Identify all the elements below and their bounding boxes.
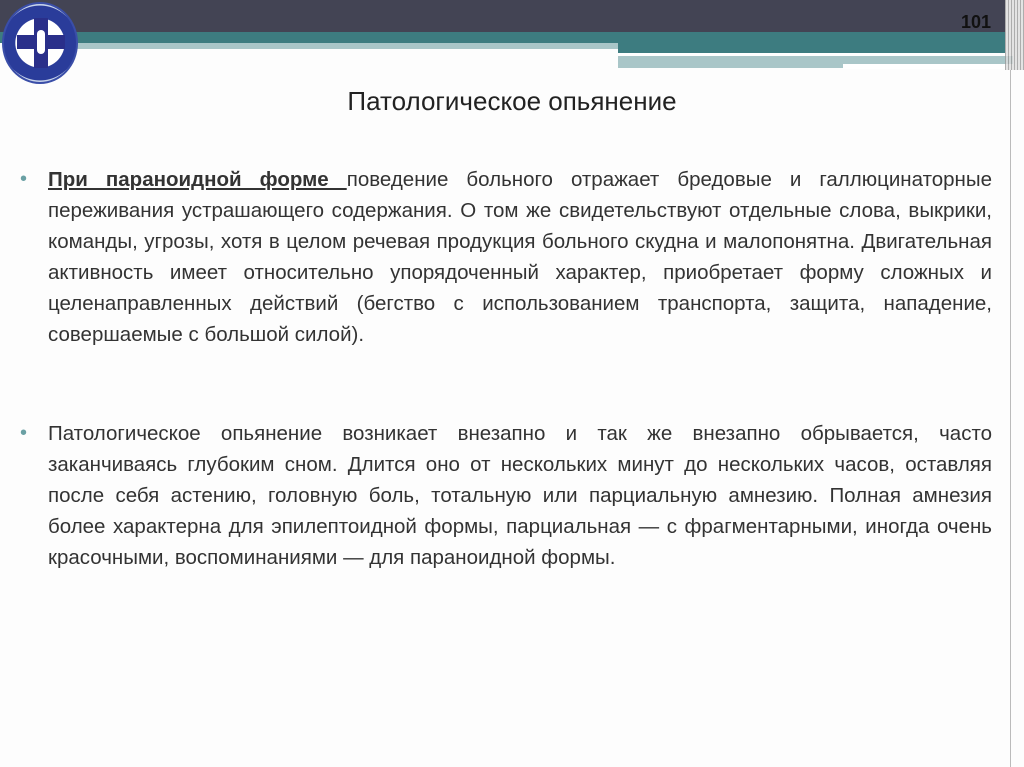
right-border-line <box>1005 70 1024 767</box>
paragraph-paranoid-form <box>48 164 992 350</box>
page-number: 101 <box>960 12 991 32</box>
person-icon <box>37 30 45 54</box>
bullet-icon: • <box>20 168 28 190</box>
paragraph-text: Патологическое опьянение возникает внезапно и так же внезапно обрывается, часто заканчиваясь глубоким сном. Длится оно от нескольких минут до нескольких часов, оставляя после себя астению, головную боль, тотальную или парциальную амнезию. Полная амнезия более характерна для эпилептоидной формы, парциальная — с фрагментарными, иногда очень красочными, воспоминаниями — для параноидной формы. <box>48 422 992 569</box>
header-band <box>0 0 1005 32</box>
header-light-strip <box>60 43 618 49</box>
header-accent-band <box>0 32 1005 43</box>
paragraph-course <box>48 418 992 573</box>
header-accent-band-right <box>618 43 1005 53</box>
slide-title: Патологическое опьянение <box>347 86 677 116</box>
bullet-icon: • <box>20 422 28 444</box>
paragraph-text: поведение больного отражает бредовые и галлюцинаторные переживания устрашающего содержания. О том же свидетельствуют отдельные слова, выкрики, команды, угрозы, хотя в целом речевая продукция больного скудна и малопонятна. Двигательная активность имеет относительно упорядоченный характер, приобретает форму сложных и целенаправленных действий (бегство с использованием транспорта, защита, нападение, совершаемые с большой силой). <box>48 168 992 346</box>
decorative-lines <box>1005 0 1024 70</box>
dispensary-logo <box>2 2 78 84</box>
header-divider-box <box>843 64 1024 69</box>
paragraph-lead: При параноидной форме <box>48 168 347 191</box>
